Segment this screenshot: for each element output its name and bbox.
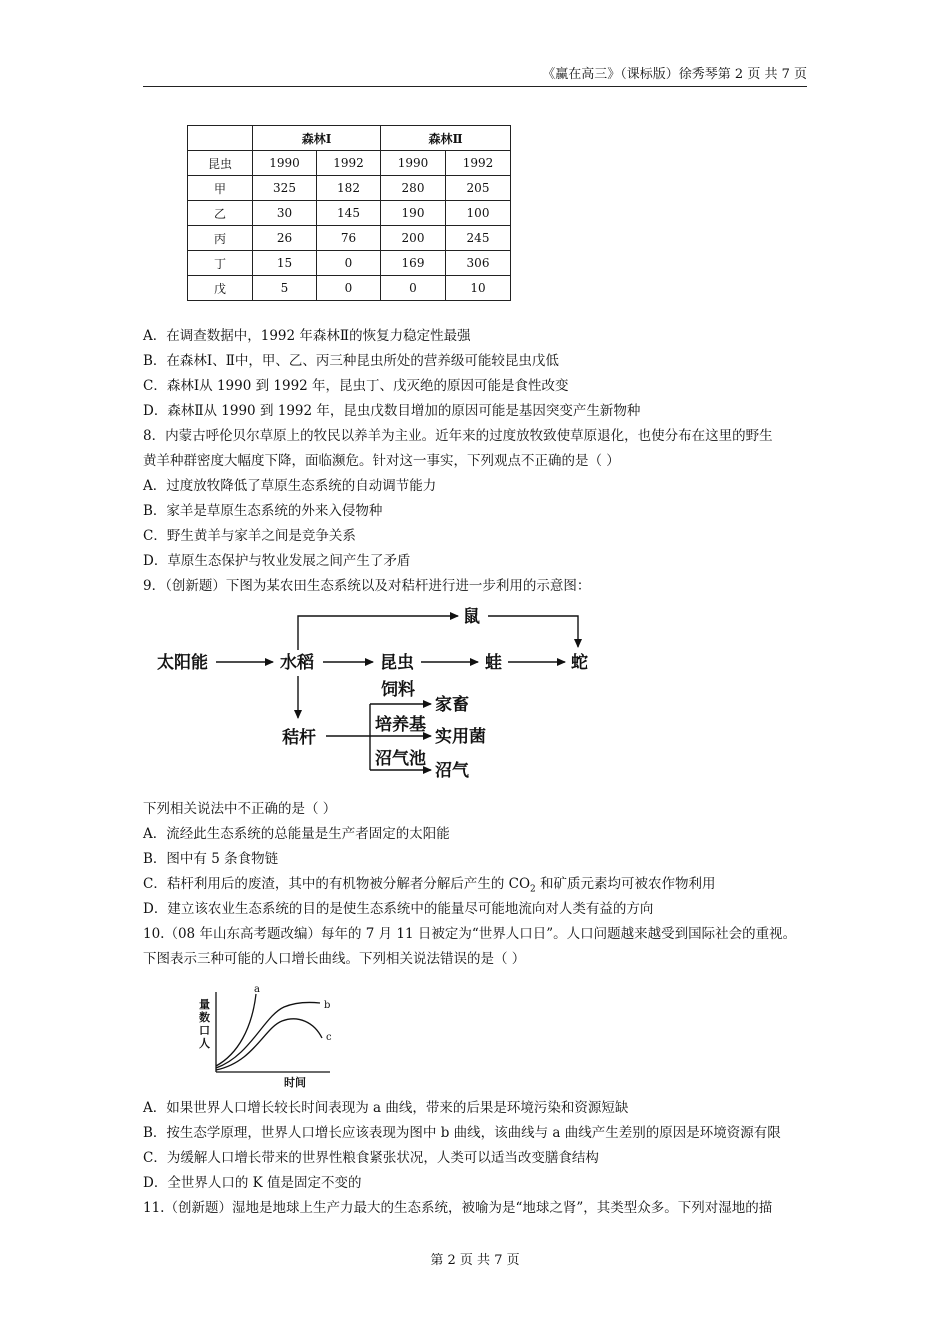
table-cell: 0 <box>317 276 381 301</box>
table-row <box>188 176 511 201</box>
table-cell: 145 <box>317 201 381 226</box>
q10-option-b: B．按生态学原理，世界人口增长应该表现为图中 b 曲线，该曲线与 a 曲线产生差别的原因是环境资源有限 <box>143 1125 781 1141</box>
table-cell: 30 <box>253 201 317 226</box>
table-col-label: 昆虫 <box>188 151 253 176</box>
table-cell: 0 <box>317 251 381 276</box>
table-year: 1990 <box>381 151 446 176</box>
table-row <box>188 226 511 251</box>
q9-option-d: D．建立该农业生态系统的目的是使生态系统中的能量尽可能地流向对人类有益的方向 <box>143 901 654 917</box>
insect-data-table <box>187 125 511 301</box>
q8-stem-line2: 黄羊种群密度大幅度下降，面临濒危。针对这一事实，下列观点不正确的是（ ） <box>143 453 620 469</box>
q9-option-c-pre: C．秸杆利用后的废渣，其中的有机物被分解者分解后产生的 CO <box>143 876 531 892</box>
graph-ylabel-char: 口 <box>199 1024 210 1037</box>
node-insect: 昆虫 <box>380 653 414 673</box>
q10-stem-line2: 下图表示三种可能的人口增长曲线。下列相关说法错误的是（ ） <box>143 951 526 967</box>
table-cell: 245 <box>446 226 511 251</box>
table-row-name: 乙 <box>188 201 253 226</box>
q7-option-b: B．在森林Ⅰ、Ⅱ中，甲、乙、丙三种昆虫所处的营养级可能较昆虫戊低 <box>143 353 559 369</box>
table-cell: 182 <box>317 176 381 201</box>
graph-ylabel-char: 量 <box>199 998 210 1011</box>
table-cell: 190 <box>381 201 446 226</box>
q10-stem-line1: 10.（08 年山东高考题改编）每年的 7 月 11 日被定为“世界人口日”。人口问题越来越受到国际社会的重视。 <box>143 926 797 942</box>
node-fungi: 实用菌 <box>435 727 486 747</box>
population-growth-graph <box>190 980 350 1090</box>
graph-ylabel-char: 人 <box>199 1037 210 1050</box>
q10-option-a: A．如果世界人口增长较长时间表现为 a 曲线，带来的后果是环境污染和资源短缺 <box>143 1100 629 1116</box>
node-sun: 太阳能 <box>157 653 208 673</box>
q9-stem: 9．（创新题）下图为某农田生态系统以及对秸杆进行进一步利用的示意图： <box>143 578 591 594</box>
table-cell: 15 <box>253 251 317 276</box>
table-cell: 100 <box>446 201 511 226</box>
curve-b-label: b <box>324 1000 331 1011</box>
graph-xlabel: 时间 <box>284 1076 306 1089</box>
node-snake: 蛇 <box>571 653 588 673</box>
table-cell: 280 <box>381 176 446 201</box>
q9-option-b: B．图中有 5 条食物链 <box>143 851 279 867</box>
arrow-rice-rat <box>298 616 458 650</box>
label-digester: 沼气池 <box>375 749 426 769</box>
curve-c <box>216 1019 322 1070</box>
table-cell: 0 <box>381 276 446 301</box>
node-frog: 蛙 <box>485 653 502 673</box>
q8-option-d: D．草原生态保护与牧业发展之间产生了矛盾 <box>143 553 411 569</box>
q8-option-b: B．家羊是草原生态系统的外来入侵物种 <box>143 503 383 519</box>
label-feed: 饲料 <box>381 680 415 700</box>
table-row <box>188 276 511 301</box>
graph-ylabel-char: 数 <box>199 1011 210 1024</box>
curve-a <box>216 994 256 1066</box>
table-corner-cell <box>188 126 253 151</box>
q7-option-d: D．森林Ⅱ从 1990 到 1992 年，昆虫戊数目增加的原因可能是基因突变产生新物种 <box>143 403 641 419</box>
table-year: 1992 <box>317 151 381 176</box>
table-row-name: 甲 <box>188 176 253 201</box>
label-medium: 培养基 <box>375 715 426 735</box>
q10-option-c: C．为缓解人口增长带来的世界性粮食紧张状况，人类可以适当改变膳食结构 <box>143 1150 599 1166</box>
table-cell: 10 <box>446 276 511 301</box>
q9-option-c-post: 和矿质元素均可被农作物利用 <box>535 876 716 892</box>
table-cell: 169 <box>381 251 446 276</box>
node-biogas: 沼气 <box>435 761 469 781</box>
table-row <box>188 251 511 276</box>
curve-c-label: c <box>326 1032 332 1043</box>
q8-stem-line1: 8．内蒙古呼伦贝尔草原上的牧民以养羊为主业。近年来的过度放牧致使草原退化，也使分布在这里的野生 <box>143 428 773 444</box>
q8-option-c: C．野生黄羊与家羊之间是竞争关系 <box>143 528 356 544</box>
header-rule <box>143 86 807 87</box>
page-header: 《赢在高三》（课标版）徐秀琴第 2 页 共 7 页 <box>542 67 807 82</box>
q8-option-a: A．过度放牧降低了草原生态系统的自动调节能力 <box>143 478 437 494</box>
q9-option-a: A．流经此生态系统的总能量是生产者固定的太阳能 <box>143 826 450 842</box>
q10-option-d: D．全世界人口的 K 值是固定不变的 <box>143 1175 362 1191</box>
q9-option-c-sub: 2 <box>530 884 536 895</box>
table-year: 1990 <box>253 151 317 176</box>
curve-a-label: a <box>254 984 260 995</box>
node-rice: 水稻 <box>280 653 314 673</box>
table-cell: 325 <box>253 176 317 201</box>
table-header-forest2: 森林Ⅱ <box>381 126 511 151</box>
node-rat: 鼠 <box>463 607 480 627</box>
node-livestock: 家畜 <box>435 695 469 715</box>
q9-option-c <box>143 874 716 900</box>
table-row-name: 戊 <box>188 276 253 301</box>
node-straw: 秸杆 <box>282 728 316 748</box>
q7-option-a: A．在调查数据中，1992 年森林Ⅱ的恢复力稳定性最强 <box>143 328 471 344</box>
table-cell: 26 <box>253 226 317 251</box>
table-cell: 200 <box>381 226 446 251</box>
q11-stem-line1: 11.（创新题）湿地是地球上生产力最大的生态系统，被喻为是“地球之肾”，其类型众多。下列对湿地的描 <box>143 1200 773 1216</box>
table-header-forest1: 森林Ⅰ <box>253 126 381 151</box>
curve-b <box>216 1002 320 1068</box>
table-cell: 76 <box>317 226 381 251</box>
food-web-diagram <box>143 590 613 790</box>
table-year: 1992 <box>446 151 511 176</box>
table-row-name: 丙 <box>188 226 253 251</box>
table-row-name: 丁 <box>188 251 253 276</box>
table-row <box>188 201 511 226</box>
table-cell: 205 <box>446 176 511 201</box>
arrow-rat-snake <box>488 616 578 647</box>
q7-option-c: C．森林Ⅰ从 1990 到 1992 年，昆虫丁、戊灭绝的原因可能是食性改变 <box>143 378 569 394</box>
q9-question: 下列相关说法中不正确的是（ ） <box>143 801 337 817</box>
page-footer: 第 2 页 共 7 页 <box>430 1253 520 1268</box>
table-cell: 306 <box>446 251 511 276</box>
table-cell: 5 <box>253 276 317 301</box>
